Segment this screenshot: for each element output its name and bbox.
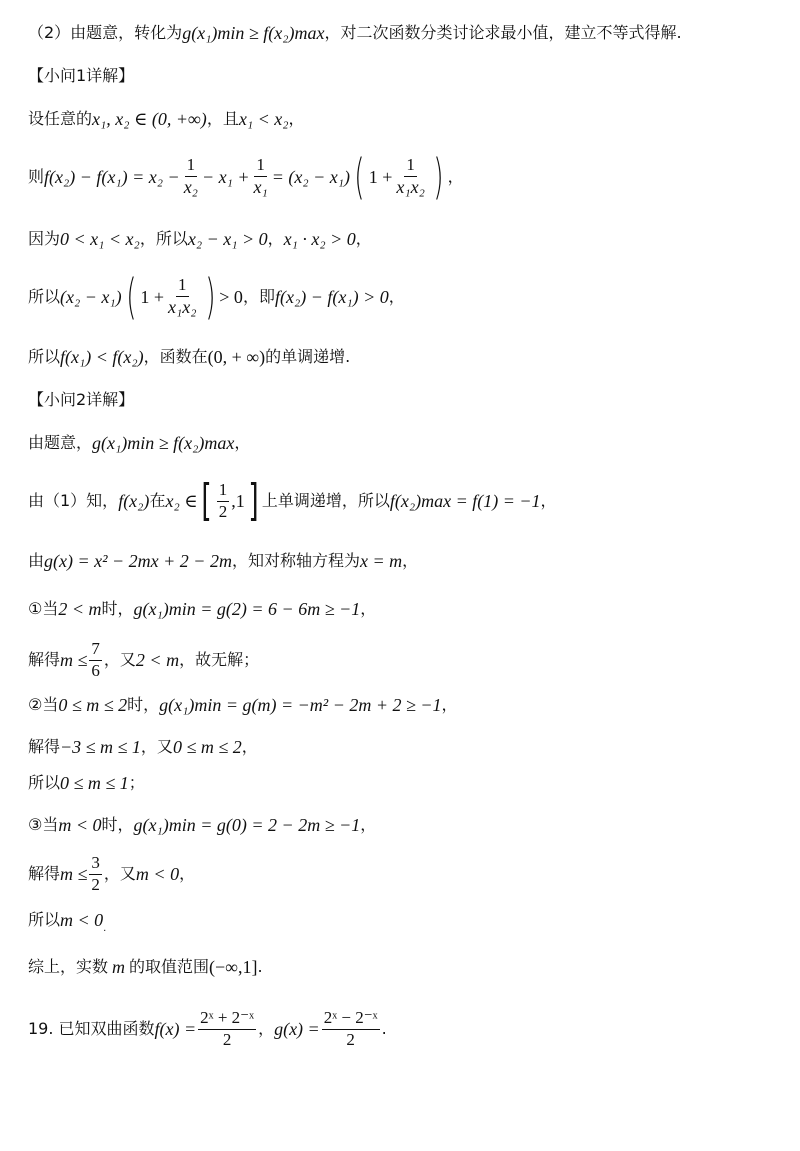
text: ， — [355, 229, 372, 248]
text: 所以 — [28, 773, 61, 792]
formula: m < 0 — [58, 815, 102, 835]
text: 解得 — [28, 650, 61, 669]
text: 的取值范围 — [129, 957, 210, 976]
text: ，故无解； — [179, 650, 260, 669]
text: 时， — [101, 815, 134, 834]
denominator: 2 — [218, 501, 228, 521]
numerator: 7 — [89, 640, 102, 661]
solution-line — [28, 816, 780, 834]
question-19 — [28, 1004, 780, 1054]
formula: x₁, x₂ ∈ (0, +∞) — [92, 109, 207, 129]
text: 综上，实数 — [28, 957, 109, 976]
solution-line — [28, 600, 780, 618]
text: ， — [447, 167, 464, 186]
fraction — [166, 276, 199, 317]
numerator: 1 — [404, 156, 417, 177]
formula: (0, + ∞) — [207, 347, 266, 367]
text: ③当 — [28, 815, 59, 834]
solution-line — [28, 476, 780, 526]
formula: 0 ≤ m ≤ 2 — [172, 737, 242, 757]
fraction — [89, 854, 102, 894]
denominator: 2 — [346, 1029, 355, 1049]
proof-line — [28, 149, 780, 205]
text: . — [381, 1019, 387, 1038]
formula: (−∞,1] — [209, 957, 258, 977]
numerator: 1 — [176, 276, 189, 297]
formula: x₂ ∈ — [165, 491, 198, 511]
text: 解得 — [28, 737, 61, 756]
solution-line — [28, 774, 780, 792]
formula: g(x₁)min ≥ f(x₂)max — [92, 433, 235, 453]
denominator: 2 — [91, 874, 100, 894]
text: ， — [402, 551, 419, 570]
denominator: x₂ — [183, 176, 198, 197]
numerator: 2ˣ + 2⁻ˣ — [198, 1009, 256, 1030]
text: 所以 — [28, 287, 61, 306]
big-paren: ( — [354, 149, 365, 205]
big-paren: ) — [433, 149, 444, 205]
solution-line — [28, 696, 780, 714]
text: ，知对称轴方程为 — [231, 551, 360, 570]
text: ，即 — [242, 287, 275, 306]
fraction — [322, 1009, 380, 1049]
solution-line — [28, 906, 780, 934]
formula: g(x) = — [274, 1019, 320, 1039]
text: ， — [288, 109, 305, 128]
formula: g(x₁)min = g(0) = 2 − 2m ≥ −1 — [133, 815, 361, 835]
section-header-2 — [28, 392, 780, 408]
formula: m ≤ — [60, 650, 88, 670]
formula: − x₁ + — [201, 167, 250, 187]
fraction — [217, 481, 230, 521]
formula: f(x) = — [154, 1019, 197, 1039]
formula: m ≤ — [60, 864, 88, 884]
text: 由（1）知， — [28, 491, 119, 510]
proof-line — [28, 269, 780, 325]
numerator: 1 — [217, 481, 230, 502]
numerator: 1 — [254, 156, 267, 177]
text: 时， — [101, 599, 134, 618]
solution-line — [28, 850, 780, 898]
formula: ,1 — [231, 491, 245, 511]
text: 在 — [149, 491, 166, 510]
text: （2）由题意，转化为 — [28, 23, 183, 42]
text: 设任意的 — [28, 109, 93, 128]
formula: 1 + — [140, 287, 165, 307]
section-header-1 — [28, 68, 780, 84]
denominator: 6 — [91, 660, 100, 680]
text: ， — [441, 695, 458, 714]
formula: g(x) = x² − 2mx + 2 − 2m — [44, 551, 232, 571]
text: . — [103, 923, 107, 934]
fraction — [182, 156, 200, 197]
text: . — [257, 957, 263, 976]
formula: x₂ − x₁ > 0 — [187, 229, 268, 249]
formula: = (x₂ − x₁) — [271, 167, 351, 187]
formula: m — [112, 957, 126, 977]
text: ， — [258, 1019, 275, 1038]
text: ，又 — [140, 737, 173, 756]
fraction — [198, 1009, 256, 1049]
denominator: x₁x₂ — [168, 296, 197, 317]
big-bracket: [ — [200, 475, 212, 526]
formula: g(x₁)min = g(m) = −m² − 2m + 2 ≥ −1 — [159, 695, 442, 715]
text: 上单调递增，所以 — [261, 491, 390, 510]
section-title: 【小问2详解】 — [28, 390, 135, 409]
denominator: x₁x₂ — [396, 176, 425, 197]
text: 因为 — [28, 229, 61, 248]
solution-line — [28, 552, 780, 570]
text: ； — [128, 773, 145, 792]
formula: f(x₁) < f(x₂) — [60, 347, 144, 367]
text: ，函数在 — [143, 347, 208, 366]
section-title: 【小问1详解】 — [28, 66, 135, 85]
text: ，且 — [206, 109, 239, 128]
text: ， — [267, 229, 284, 248]
fraction — [394, 156, 427, 197]
formula: x₁ · x₂ > 0 — [283, 229, 356, 249]
text: ， — [179, 864, 196, 883]
formula: 1 + — [368, 167, 393, 187]
fraction — [251, 156, 269, 197]
text: ， — [360, 815, 377, 834]
solution-line — [28, 738, 780, 756]
analysis-line — [28, 24, 780, 42]
numerator: 2ˣ − 2⁻ˣ — [322, 1009, 380, 1030]
big-bracket: ] — [248, 475, 259, 526]
formula: f(x₂) − f(x₁) > 0 — [274, 287, 389, 307]
formula: x₁ < x₂ — [238, 109, 289, 129]
formula: x = m — [359, 551, 403, 571]
text: ，又 — [103, 864, 136, 883]
big-paren: ( — [125, 269, 137, 325]
solution-line — [28, 434, 780, 452]
text: ，对二次函数分类讨论求最小值，建立不等式得解. — [324, 23, 682, 42]
formula: f(x₂) − f(x₁) = x₂ − — [44, 167, 180, 187]
formula: f(x₂) — [118, 491, 150, 511]
text: 所以 — [28, 347, 61, 366]
text: ， — [241, 737, 258, 756]
text: 由题意， — [28, 433, 93, 452]
text: 则 — [28, 167, 45, 186]
formula: (x₂ − x₁) — [60, 287, 122, 307]
numerator: 3 — [89, 854, 102, 875]
conclusion-line — [28, 958, 780, 976]
text: ，又 — [103, 650, 136, 669]
formula: 0 ≤ m ≤ 2 — [58, 695, 128, 715]
text: ②当 — [28, 695, 59, 714]
text: 由 — [28, 551, 45, 570]
text: 时， — [127, 695, 160, 714]
text: ， — [360, 599, 377, 618]
question-text: 19. 已知双曲函数 — [28, 1019, 155, 1038]
text: ， — [388, 287, 405, 306]
denominator: 2 — [222, 1029, 232, 1049]
formula: g(x₁)min = g(2) = 6 − 6m ≥ −1 — [133, 599, 361, 619]
formula: > 0 — [219, 287, 243, 307]
proof-line — [28, 110, 780, 128]
formula: 2 < m — [135, 650, 180, 670]
text: ， — [540, 491, 557, 510]
text: ①当 — [28, 599, 59, 618]
text: 的单调递增. — [265, 347, 351, 366]
text: ，所以 — [139, 229, 188, 248]
formula: g(x₁)min ≥ f(x₂)max — [182, 23, 325, 43]
text: 解得 — [28, 864, 61, 883]
formula: 0 < x₁ < x₂ — [60, 229, 140, 249]
proof-line — [28, 230, 780, 248]
text: 所以 — [28, 910, 61, 929]
text: ， — [234, 433, 251, 452]
formula: m < 0 — [60, 910, 104, 930]
formula: 2 < m — [58, 599, 102, 619]
proof-line — [28, 348, 780, 366]
formula: −3 ≤ m ≤ 1 — [60, 737, 141, 757]
formula: f(x₂)max = f(1) = −1 — [389, 491, 541, 511]
fraction — [89, 640, 102, 680]
big-paren: ) — [204, 269, 216, 325]
numerator: 1 — [185, 156, 198, 177]
solution-line — [28, 636, 780, 684]
denominator: x₁ — [253, 176, 268, 197]
formula: m < 0 — [135, 864, 180, 884]
formula: 0 ≤ m ≤ 1 — [60, 773, 129, 793]
